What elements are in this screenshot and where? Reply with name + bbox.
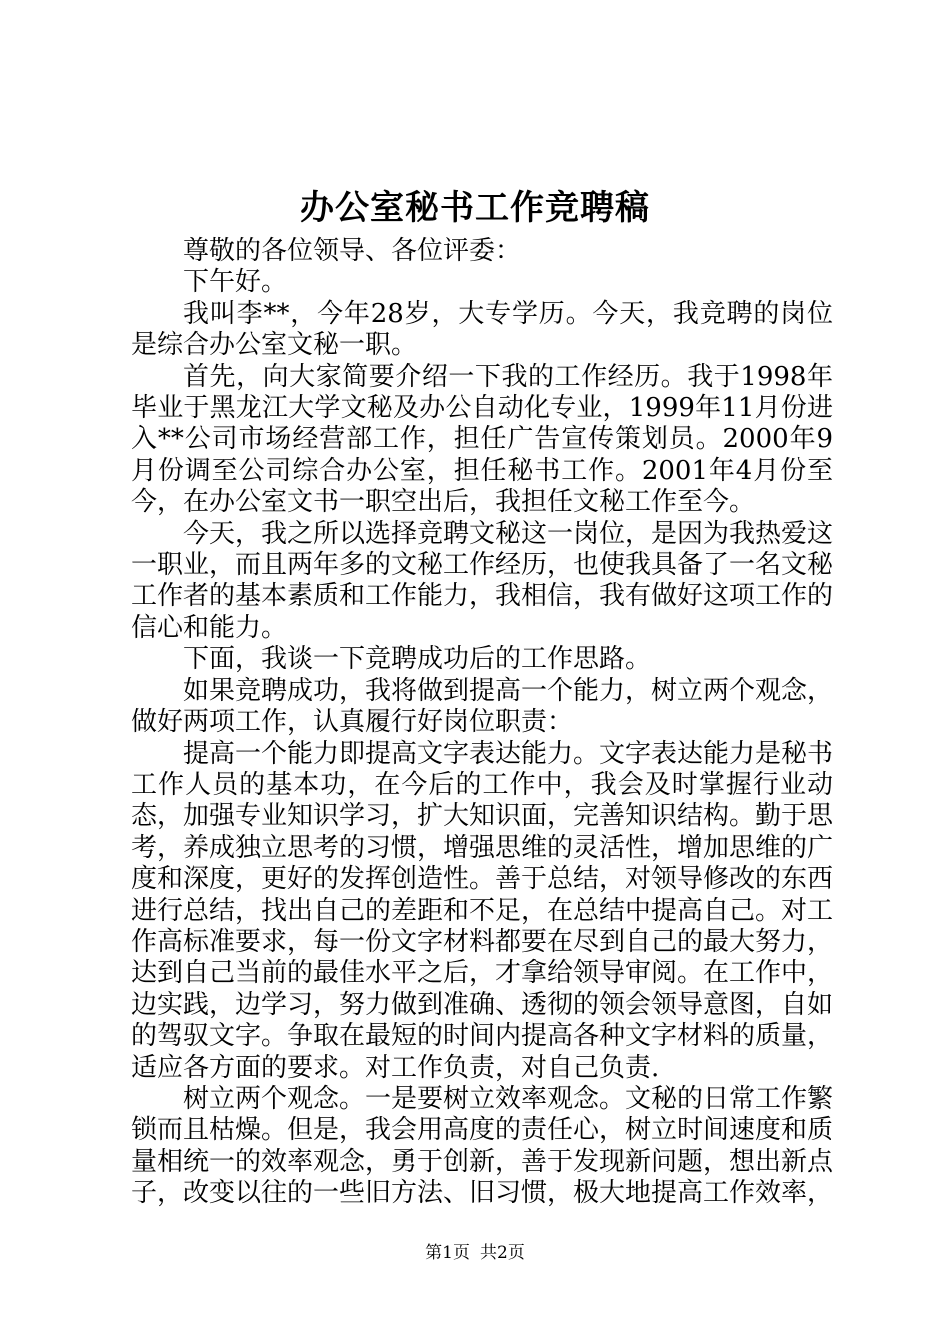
paragraph-transition: 下面，我谈一下竞聘成功后的工作思路。 [183, 644, 652, 675]
paragraph-greeting: 下午好。 [183, 267, 288, 298]
paragraph-self-intro: 我叫李**，今年28岁，大专学历。今天，我竞聘的岗位是综合办公室文秘一职。 [131, 298, 833, 361]
page-total: 共2页 [480, 1243, 525, 1263]
document-body [131, 236, 833, 1210]
paragraph-writing-ability: 提高一个能力即提高文字表达能力。文字表达能力是秘书工作人员的基本功，在今后的工作中，我会及时掌握行业动态，加强专业知识学习，扩大知识面，完善知识结构。勤于思考，养成独立思考的习惯，增强思维的灵活性，增加思维的广度和深度，更好的发挥创造性。善于总结，对领导修改的东西进行总结，找出自己的差距和不足，在总结中提高自己。对工作高标准要求，每一份文字材料都要在尽到自己的最大努力，达到自己当前的最佳水平之后，才拿给领导审阅。在工作中，边实践，边学习，努力做到准确、透彻的领会领导意图，自如的驾驭文字。争取在最短的时间内提高各种文字材料的质量，适应各方面的要求。对工作负责，对自己负责. [131, 738, 834, 1083]
page-footer [0, 1241, 950, 1265]
paragraph-motivation: 今天，我之所以选择竞聘文秘这一岗位，是因为我热爱这一职业，而且两年多的文秘工作经历，也使我具备了一名文秘工作者的基本素质和工作能力，我相信，我有做好这项工作的信心和能力。 [131, 518, 834, 643]
paragraph-work-history: 首先，向大家简要介绍一下我的工作经历。我于1998年毕业于黑龙江大学文秘及办公自动化专业，1999年11月份进入**公司市场经营部工作，担任广告宣传策划员。2000年9月份调至公司综合办公室，担任秘书工作。2001年4月份至今，在办公室文书一职空出后，我担任文秘工作至今。 [131, 361, 833, 518]
document-title: 办公室秘书工作竞聘稿 [300, 188, 650, 228]
paragraph-plan-summary: 如果竞聘成功，我将做到提高一个能力，树立两个观念，做好两项工作，认真履行好岗位职责： [131, 675, 834, 738]
paragraph-salutation: 尊敬的各位领导、各位评委： [183, 236, 522, 266]
page-number: 第1页 [425, 1243, 470, 1263]
paragraph-efficiency-concept: 树立两个观念。一是要树立效率观念。文秘的日常工作繁锁而且枯燥。但是，我会用高度的责任心，树立时间速度和质量相统一的效率观念，勇于创新，善于发现新问题，想出新点子，改变以往的一些旧方法、旧习惯，极大地提高工作效率， [131, 1083, 834, 1209]
